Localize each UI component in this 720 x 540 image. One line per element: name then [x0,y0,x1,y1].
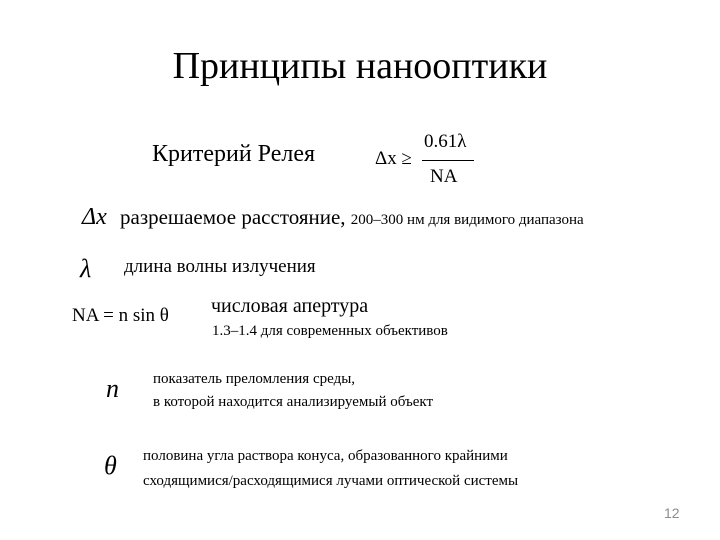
theta-line-1: половина угла раствора конуса, образованного крайними [143,448,508,464]
criterion-label: Критерий Релея [152,141,316,167]
fraction-bar [422,160,474,161]
n-symbol: n [106,374,119,403]
delta-x-definition [120,205,584,230]
lambda-symbol: λ [80,254,92,283]
formula-lhs: Δx ≥ [375,148,412,169]
delta-x-range: 200–300 нм для видимого диапазона [350,212,584,228]
na-description: числовая апертура [211,295,369,317]
n-definition [153,368,433,414]
formula-numerator: 0.61λ [424,131,467,152]
page-number: 12 [664,505,680,521]
theta-symbol: θ [104,451,117,480]
delta-x-description: разрешаемое расстояние, [120,205,346,229]
slide-title: Принципы нанооптики [172,45,548,87]
n-line-1: показатель преломления среды, [153,371,356,387]
formula-denominator: NA [430,166,458,187]
lambda-description: длина волны излучения [124,256,316,277]
theta-line-2: сходящимися/расходящимися лучами оптической системы [143,473,519,489]
na-range: 1.3–1.4 для современных объективов [212,323,448,339]
na-formula: NA = n sin θ [72,305,169,326]
theta-definition [143,444,518,494]
delta-x-symbol: Δx [82,204,107,230]
n-line-2: в которой находится анализируемый объект [153,394,434,410]
